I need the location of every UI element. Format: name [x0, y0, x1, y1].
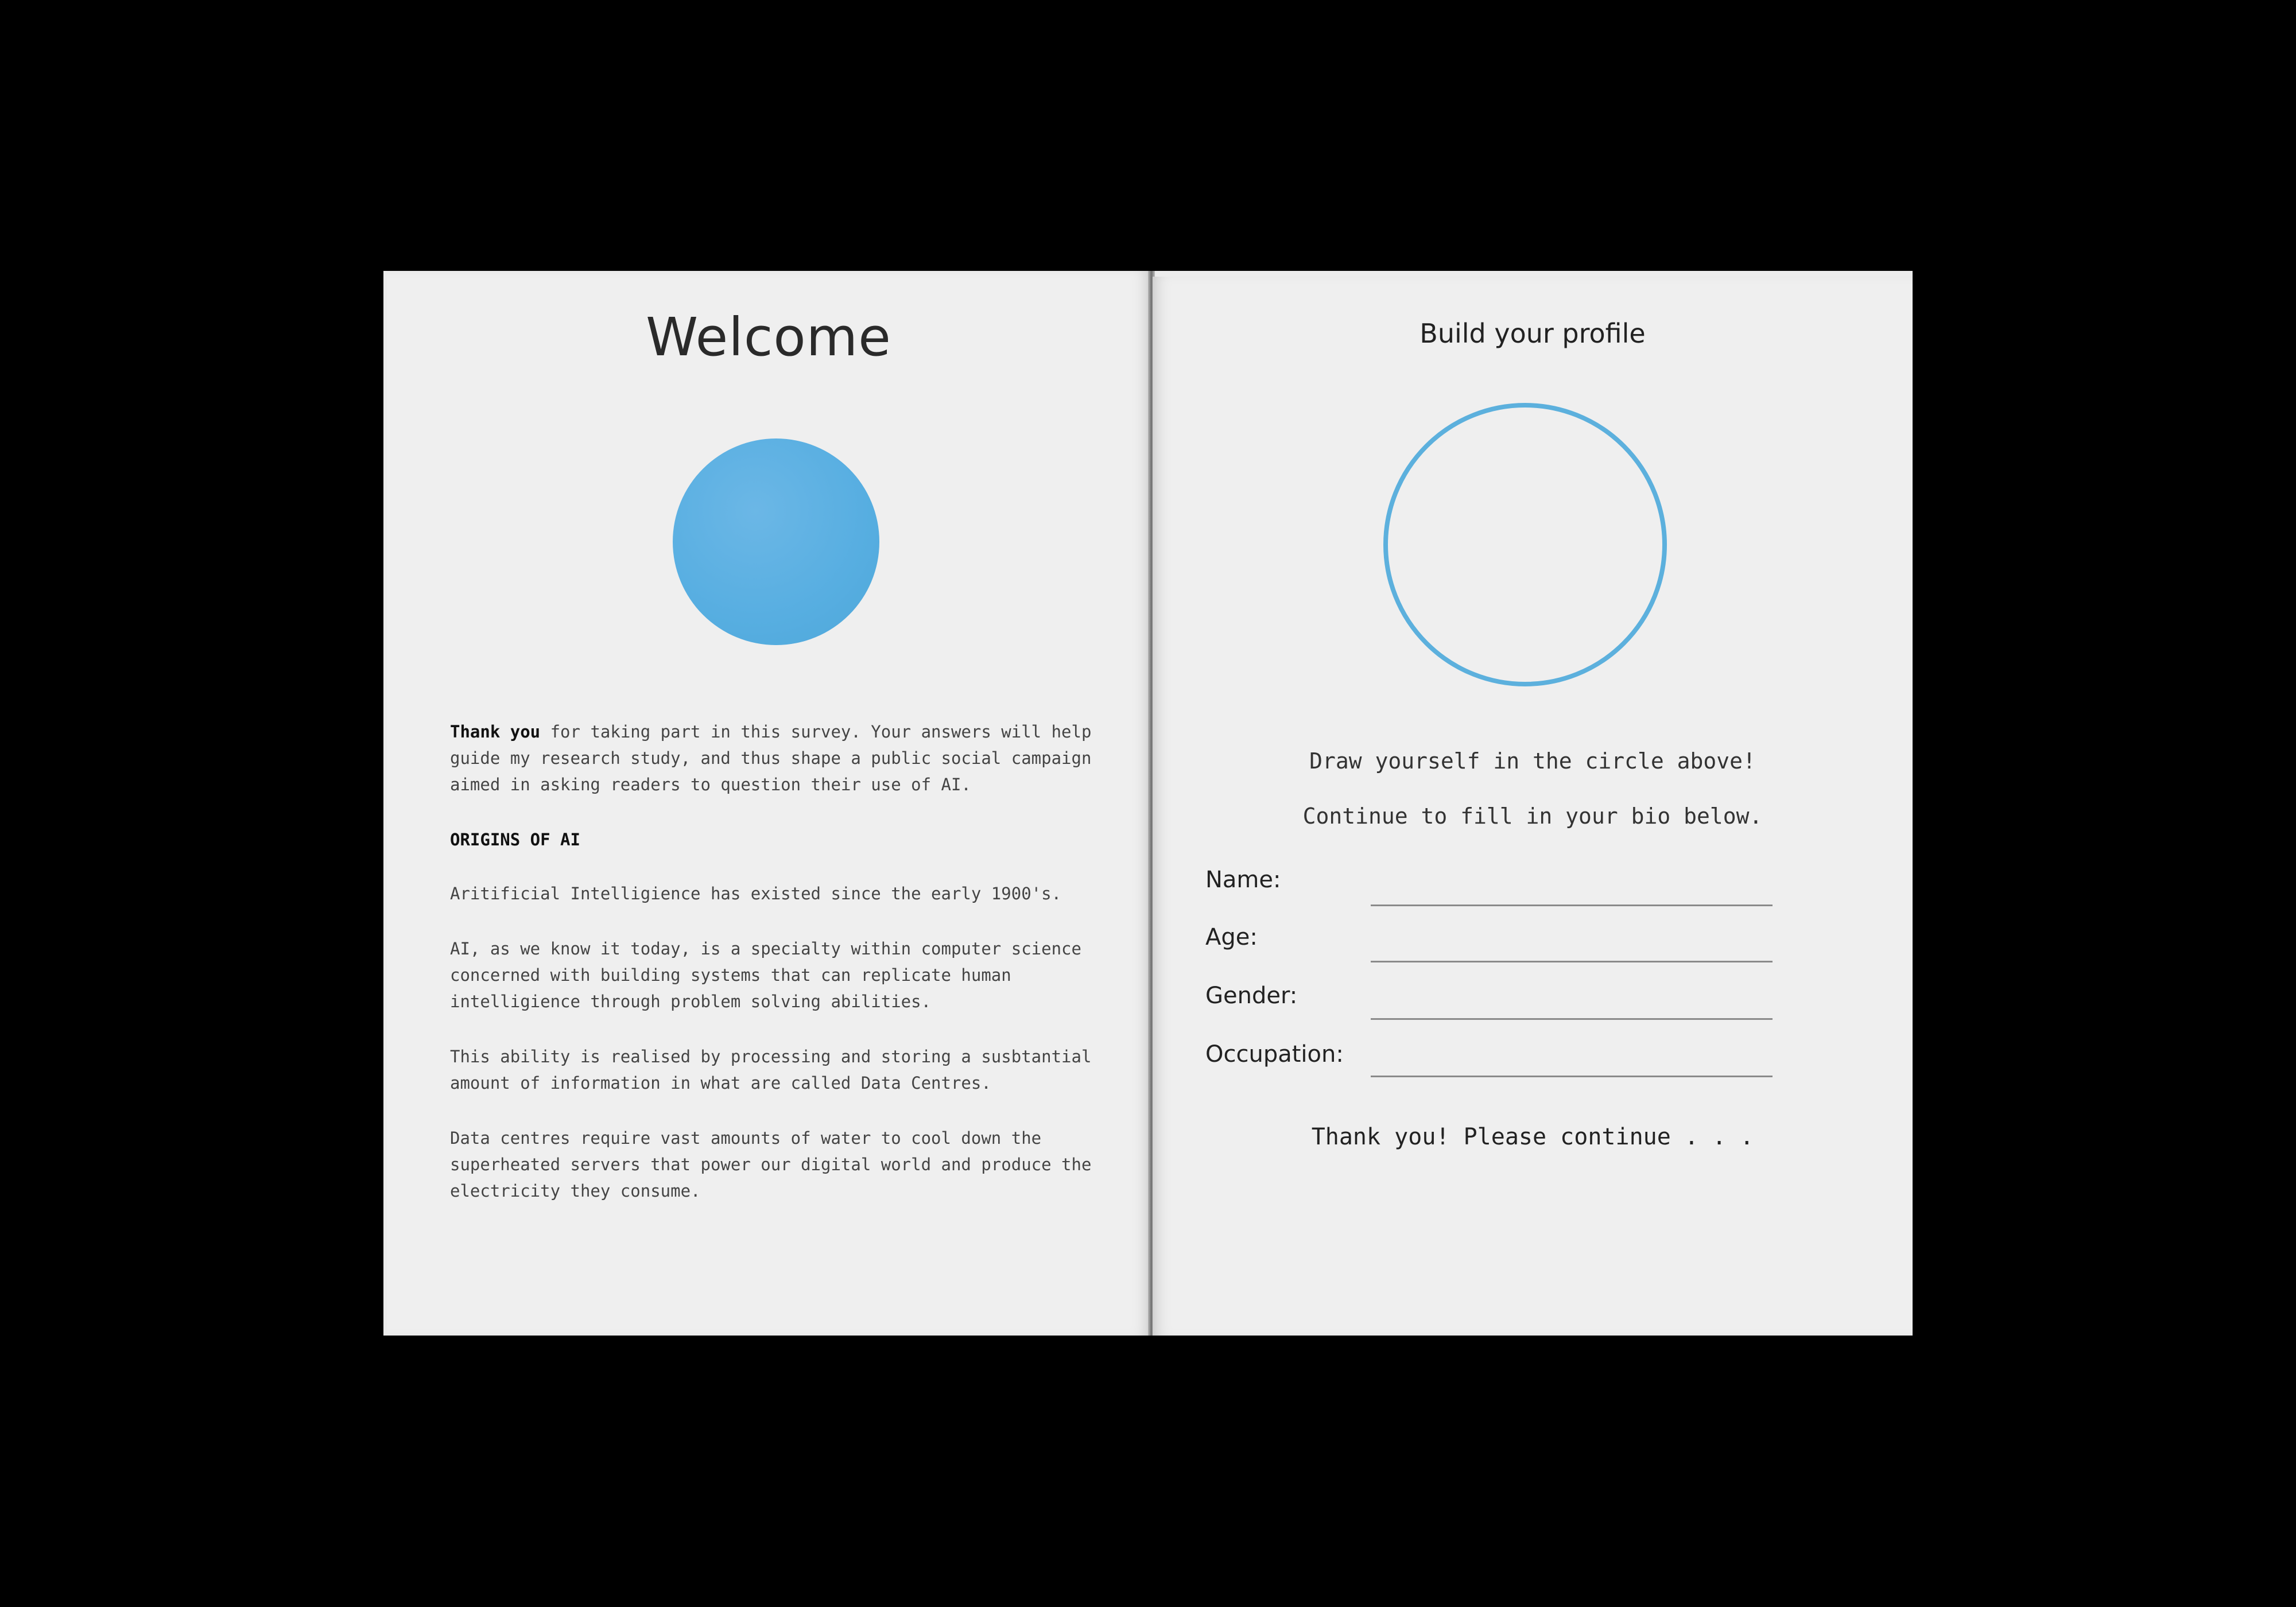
gender-label: Gender: [1205, 983, 1298, 1009]
right-page [1153, 277, 1913, 1336]
paragraph-history: Aritificial Intelligience has existed since the early 1900's. [450, 884, 1062, 903]
intro-paragraph [450, 719, 1116, 798]
paragraph-line: Data centres require vast amounts of water to cool down the [450, 1128, 1042, 1148]
paragraph-line: electricity they consume. [450, 1181, 701, 1201]
intro-bold: Thank you [450, 722, 541, 742]
paragraph-line: AI, as we know it today, is a specialty within computer science [450, 939, 1081, 958]
intro-line: for taking part in this survey. Your answers will help [540, 722, 1092, 742]
blue-circle-illustration [673, 438, 879, 645]
paragraph-line: intelligience through problem solving abilities. [450, 992, 932, 1011]
paragraph-definition [450, 936, 1116, 1015]
left-page [387, 271, 1150, 1336]
intro-line: guide my research study, and thus shape a public social campaign [450, 748, 1092, 768]
age-label: Age: [1205, 924, 1258, 950]
name-label: Name: [1205, 867, 1281, 893]
paragraph-water [450, 1125, 1116, 1204]
age-field[interactable] [1371, 961, 1773, 962]
paragraph-line: concerned with building systems that can replicate human [450, 965, 1011, 985]
profile-title: Build your profile [1420, 318, 1646, 349]
paragraph-line: amount of information in what are called Data Centres. [450, 1073, 991, 1093]
paragraph-data-centres [450, 1043, 1116, 1096]
intro-line: aimed in asking readers to question their use of AI. [450, 775, 971, 794]
occupation-field[interactable] [1371, 1076, 1773, 1077]
occupation-label: Occupation: [1205, 1041, 1344, 1068]
drawing-circle[interactable] [1383, 403, 1667, 686]
paragraph-line: This ability is realised by processing and storing a susbtantial [450, 1047, 1092, 1066]
page-title: Welcome [646, 306, 891, 368]
section-heading: ORIGINS OF AI [450, 830, 580, 849]
name-field[interactable] [1371, 905, 1773, 906]
bio-instruction: Continue to fill in your bio below. [1302, 804, 1763, 829]
gender-field[interactable] [1371, 1018, 1773, 1020]
paragraph-line: superheated servers that power our digital world and produce the [450, 1155, 1092, 1174]
closing-text: Thank you! Please continue . . . [1311, 1124, 1754, 1150]
booklet-spread [383, 271, 1913, 1336]
draw-instruction: Draw yourself in the circle above! [1309, 748, 1756, 774]
